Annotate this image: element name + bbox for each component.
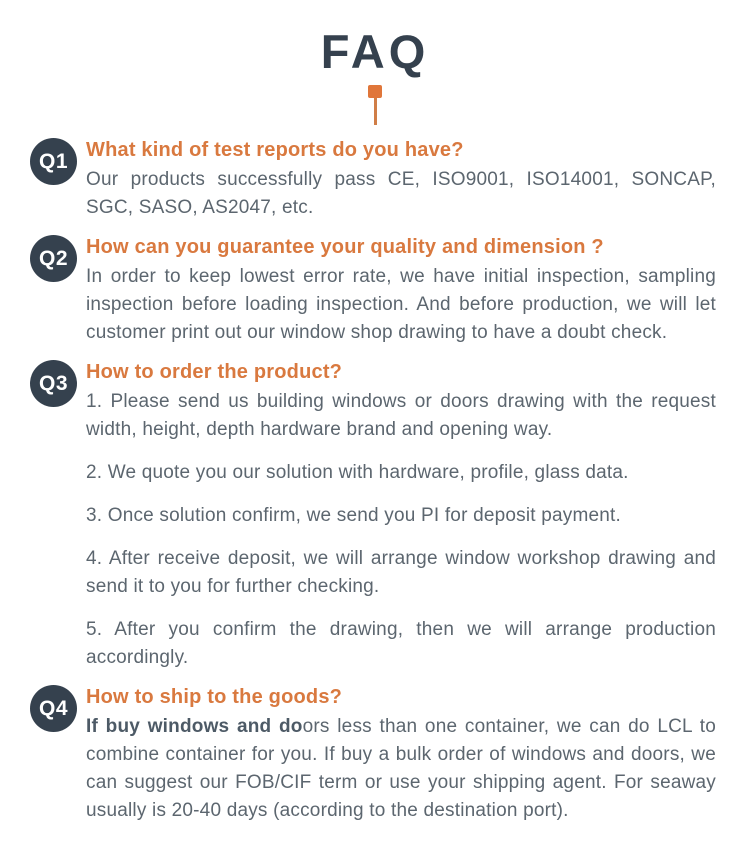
answer-text-q4	[86, 713, 716, 825]
faq-item-q3	[30, 360, 716, 672]
pin-marker-icon	[368, 85, 382, 125]
pin-line	[374, 98, 377, 125]
answer-text-q2: In order to keep lowest error rate, we have initial inspection, sampling inspection before loading inspection. And before production, we will let customer print out our window shop drawing to have a doubt check.	[86, 266, 716, 343]
question-badge-q1: Q1	[30, 138, 77, 185]
faq-content-q1	[86, 138, 716, 222]
question-badge-q2: Q2	[30, 235, 77, 282]
faq-item-q2	[30, 235, 716, 347]
answer-bold-lead-q4: If buy windows and do	[86, 716, 303, 737]
question-title-q2: How can you guarantee your quality and dimension ?	[86, 236, 604, 258]
answer-step-5: 5. After you confirm the drawing, then we will arrange production accordingly.	[86, 619, 716, 668]
faq-item-q1	[30, 138, 716, 222]
question-title-q4: How to ship to the goods?	[86, 686, 343, 708]
answer-step-3: 3. Once solution confirm, we send you PI for deposit payment.	[86, 505, 621, 526]
answer-step-4: 4. After receive deposit, we will arrange window workshop drawing and send it to you for further checking.	[86, 548, 716, 597]
pin-head	[368, 85, 382, 98]
faq-content-q3	[86, 360, 716, 672]
faq-item-q4	[30, 685, 716, 825]
page-title: FAQ	[320, 25, 430, 78]
answer-step-2: 2. We quote you our solution with hardware, profile, glass data.	[86, 462, 629, 483]
question-badge-q3: Q3	[30, 360, 77, 407]
answer-step-1: 1. Please send us building windows or doors drawing with the request width, height, depth hardware brand and opening way.	[86, 391, 716, 440]
faq-content-q2	[86, 235, 716, 347]
faq-content-q4	[86, 685, 716, 825]
answer-rest-q4: ors less than one container, we can do LCL to combine container for you. If buy a bulk order of windows and doors, we can suggest our FOB/CIF term or use your shipping agent. For seaway usually is 20-40 days (according to the destination port).	[86, 716, 716, 821]
faq-list	[0, 138, 750, 825]
question-title-q3: How to order the product?	[86, 361, 343, 383]
question-title-q1: What kind of test reports do you have?	[86, 139, 464, 161]
question-badge-q4: Q4	[30, 685, 77, 732]
answer-text-q1: Our products successfully pass CE, ISO9001, ISO14001, SONCAP, SGC, SASO, AS2047, etc.	[86, 169, 716, 218]
